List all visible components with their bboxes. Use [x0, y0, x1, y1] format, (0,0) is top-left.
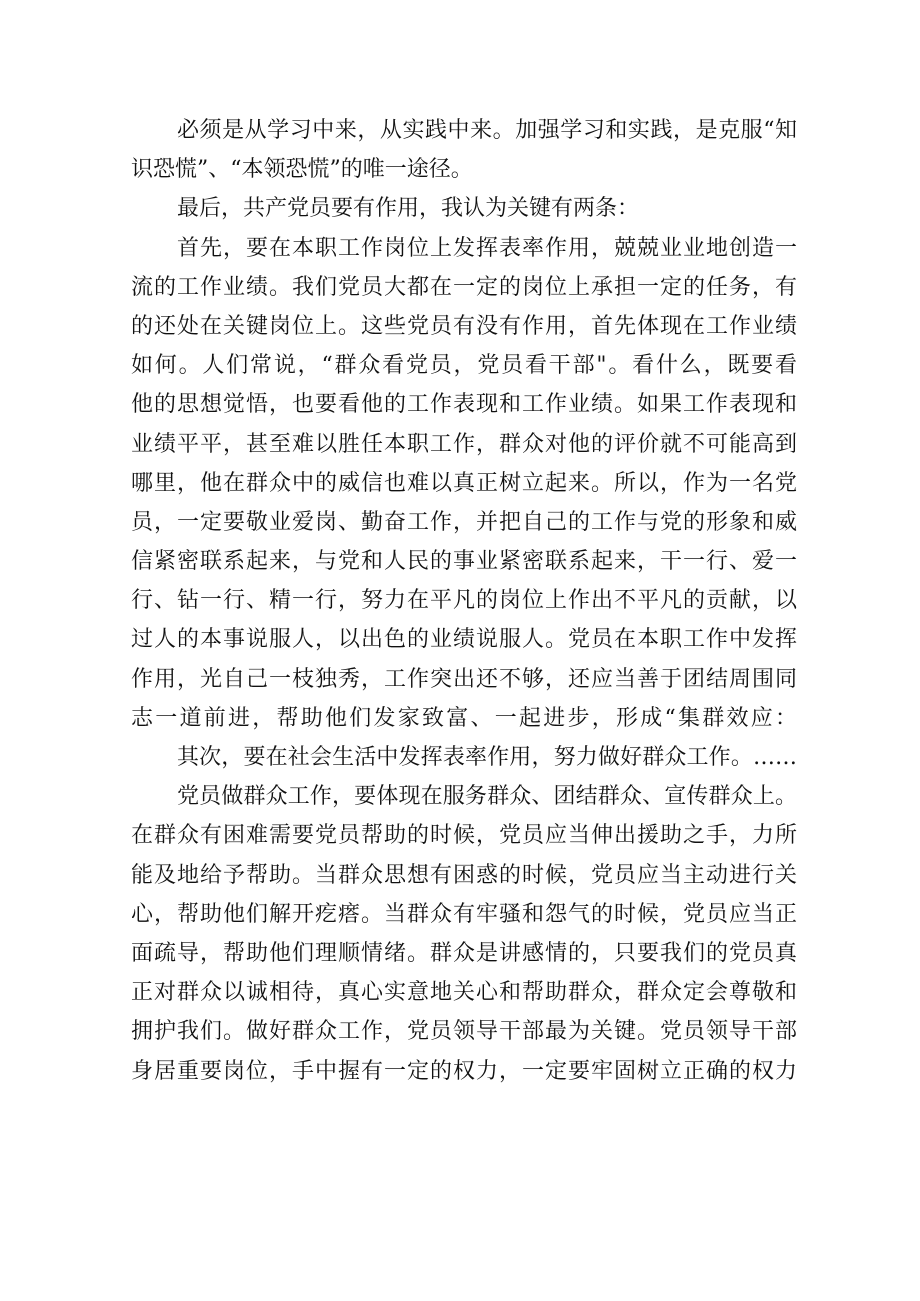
body-text: [131, 111, 797, 1091]
text-line: 识恐慌”、“本领恐慌”的唯一途径。: [131, 157, 473, 183]
text-line: 能及地给予帮助。当群众思想有困惑的时候，党员应当主动进行关: [131, 862, 797, 888]
text-line: 信紧密联系起来，与党和人民的事业紧密联系起来，干一行、爱一: [131, 549, 797, 575]
text-line: 最后，共产党员要有作用，我认为关键有两条：: [177, 196, 640, 222]
text-line: 身居重要岗位，手中握有一定的权力，一定要牢固树立正确的权力: [131, 1058, 797, 1084]
text-line: 作用，光自己一枝独秀，工作突出还不够，还应当善于团结周围同: [131, 666, 797, 692]
text-line: 哪里，他在群众中的威信也难以真正树立起来。所以，作为一名党: [131, 470, 797, 496]
text-line: 拥护我们。做好群众工作，党员领导干部最为关键。党员领导干部: [131, 1019, 797, 1045]
text-line: 过人的本事说服人，以出色的业绩说服人。党员在本职工作中发挥: [131, 627, 797, 653]
text-line: 如何。人们常说，“群众看党员，党员看干部"。看什么，既要看: [131, 353, 797, 379]
text-line: 的还处在关键岗位上。这些党员有没有作用，首先体现在工作业绩: [131, 313, 797, 339]
text-line: 必须是从学习中来，从实践中来。加强学习和实践，是克服“知: [177, 118, 797, 143]
text-line: 流的工作业绩。我们党员大都在一定的岗位上承担一定的任务，有: [131, 274, 797, 300]
text-line: 党员做群众工作，要体现在服务群众、团结群众、宣传群众上。: [177, 784, 797, 810]
text-line: 面疏导，帮助他们理顺情绪。群众是讲感情的，只要我们的党员真: [131, 940, 797, 966]
text-line: 他的思想觉悟，也要看他的工作表现和工作业绩。如果工作表现和: [131, 392, 797, 418]
text-line: 业绩平平，甚至难以胜任本职工作，群众对他的评价就不可能高到: [131, 431, 797, 457]
text-line: 志一道前进，帮助他们发家致富、一起进步，形成“集群效应：: [131, 705, 797, 731]
text-line: 心，帮助他们解开疙瘩。当群众有牢骚和怨气的时候，党员应当正: [131, 901, 797, 927]
text-line: 行、钻一行、精一行，努力在平凡的岗位上作出不平凡的贡献，以: [131, 588, 797, 614]
text-line: 首先，要在本职工作岗位上发挥表率作用，兢兢业业地创造一: [177, 235, 797, 261]
text-line: 在群众有困难需要党员帮助的时候，党员应当伸出援助之手，力所: [131, 823, 797, 849]
text-line: 其次，要在社会生活中发挥表率作用，努力做好群众工作。……: [177, 745, 797, 770]
text-line: 正对群众以诚相待，真心实意地关心和帮助群众，群众定会尊敬和: [131, 980, 797, 1006]
text-line: 员，一定要敬业爱岗、勤奋工作，并把自己的工作与党的形象和威: [131, 509, 797, 535]
